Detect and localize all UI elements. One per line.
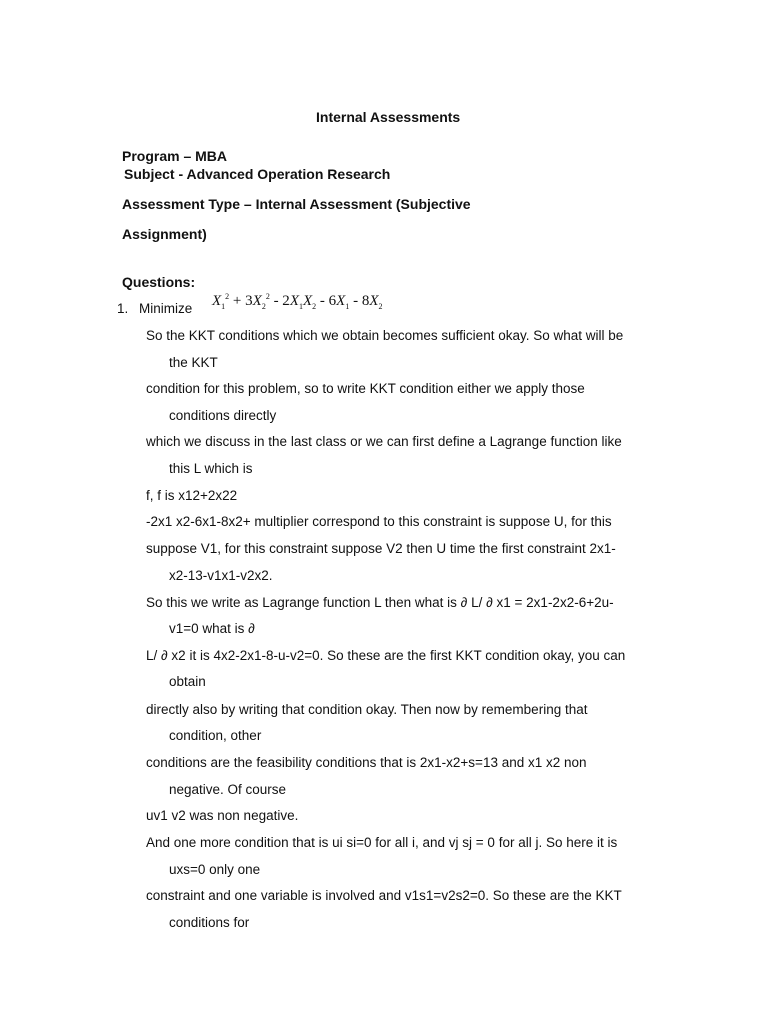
formula-superscript: 2 bbox=[225, 292, 230, 301]
body-text-line: condition for this problem, so to write KKT condition either we apply those bbox=[146, 381, 585, 396]
formula-operator: + 3 bbox=[229, 293, 253, 309]
program-line: Program – MBA bbox=[122, 148, 228, 164]
body-text-line: L/ ∂ x2 it is 4x2-2x1-8-u-v2=0. So these are the first KKT condition okay, you can bbox=[146, 648, 626, 663]
body-text-line: negative. Of course bbox=[169, 782, 287, 797]
body-text-line: constraint and one variable is involved and v1s1=v2s2=0. So these are the KKT bbox=[146, 888, 622, 903]
formula-term: X bbox=[252, 293, 262, 309]
questions-heading: Questions: bbox=[122, 274, 196, 290]
question-verb: Minimize bbox=[139, 301, 193, 316]
formula-subscript: 2 bbox=[312, 302, 317, 311]
body-text-line: directly also by writing that condition okay. Then now by remembering that bbox=[146, 702, 588, 717]
body-text-line: condition, other bbox=[169, 728, 262, 743]
formula-subscript: 1 bbox=[298, 302, 303, 311]
assessment-type-line-2: Assignment) bbox=[122, 226, 207, 242]
body-text-line: conditions directly bbox=[169, 408, 277, 423]
formula-subscript: 1 bbox=[221, 302, 226, 311]
question-number: 1. bbox=[117, 301, 129, 316]
body-text-line: obtain bbox=[169, 674, 206, 689]
objective-formula bbox=[212, 292, 383, 311]
document-title: Internal Assessments bbox=[316, 109, 461, 125]
body-text-line: v1=0 what is ∂ bbox=[169, 621, 255, 636]
body-text-line: uv1 v2 was non negative. bbox=[146, 808, 299, 823]
formula-term: X bbox=[336, 293, 346, 309]
body-text-line: uxs=0 only one bbox=[169, 862, 261, 877]
body-text-line: conditions for bbox=[169, 915, 250, 930]
body-text-line: -2x1 x2-6x1-8x2+ multiplier correspond to this constraint is suppose U, for this bbox=[146, 514, 612, 529]
subject-line: Subject - Advanced Operation Research bbox=[124, 166, 391, 182]
formula-superscript: 2 bbox=[265, 292, 270, 301]
formula-operator: - 6 bbox=[316, 293, 337, 309]
body-text-line: which we discuss in the last class or we can first define a Lagrange function like bbox=[146, 434, 622, 449]
body-text-line: the KKT bbox=[169, 355, 218, 370]
body-text-line: So the KKT conditions which we obtain becomes sufficient okay. So what will be bbox=[146, 328, 624, 343]
body-text-line: f, f is x12+2x22 bbox=[146, 488, 238, 503]
body-text-line: this L which is bbox=[169, 461, 253, 476]
formula-subscript: 2 bbox=[261, 302, 266, 311]
formula-term: X bbox=[212, 293, 222, 309]
body-text-line: x2-13-v1x1-v2x2. bbox=[169, 568, 273, 583]
body-text-line: conditions are the feasibility conditions that is 2x1-x2+s=13 and x1 x2 non bbox=[146, 755, 587, 770]
formula-subscript: 2 bbox=[378, 302, 383, 311]
formula-subscript: 1 bbox=[345, 302, 350, 311]
body-text-line: So this we write as Lagrange function L then what is ∂ L/ ∂ x1 = 2x1-2x2-6+2u- bbox=[146, 595, 614, 610]
assessment-type-line-1: Assessment Type – Internal Assessment (Subjective bbox=[122, 196, 471, 212]
body-text-line: suppose V1, for this constraint suppose V2 then U time the first constraint 2x1- bbox=[146, 541, 616, 556]
formula-operator: - 8 bbox=[349, 293, 370, 309]
formula-term: X bbox=[289, 293, 299, 309]
formula-term: X bbox=[302, 293, 313, 309]
formula-term: X bbox=[369, 293, 379, 309]
formula-operator: - 2 bbox=[269, 293, 290, 309]
body-text-line: And one more condition that is ui si=0 for all i, and vj sj = 0 for all j. So here it is bbox=[146, 835, 618, 850]
